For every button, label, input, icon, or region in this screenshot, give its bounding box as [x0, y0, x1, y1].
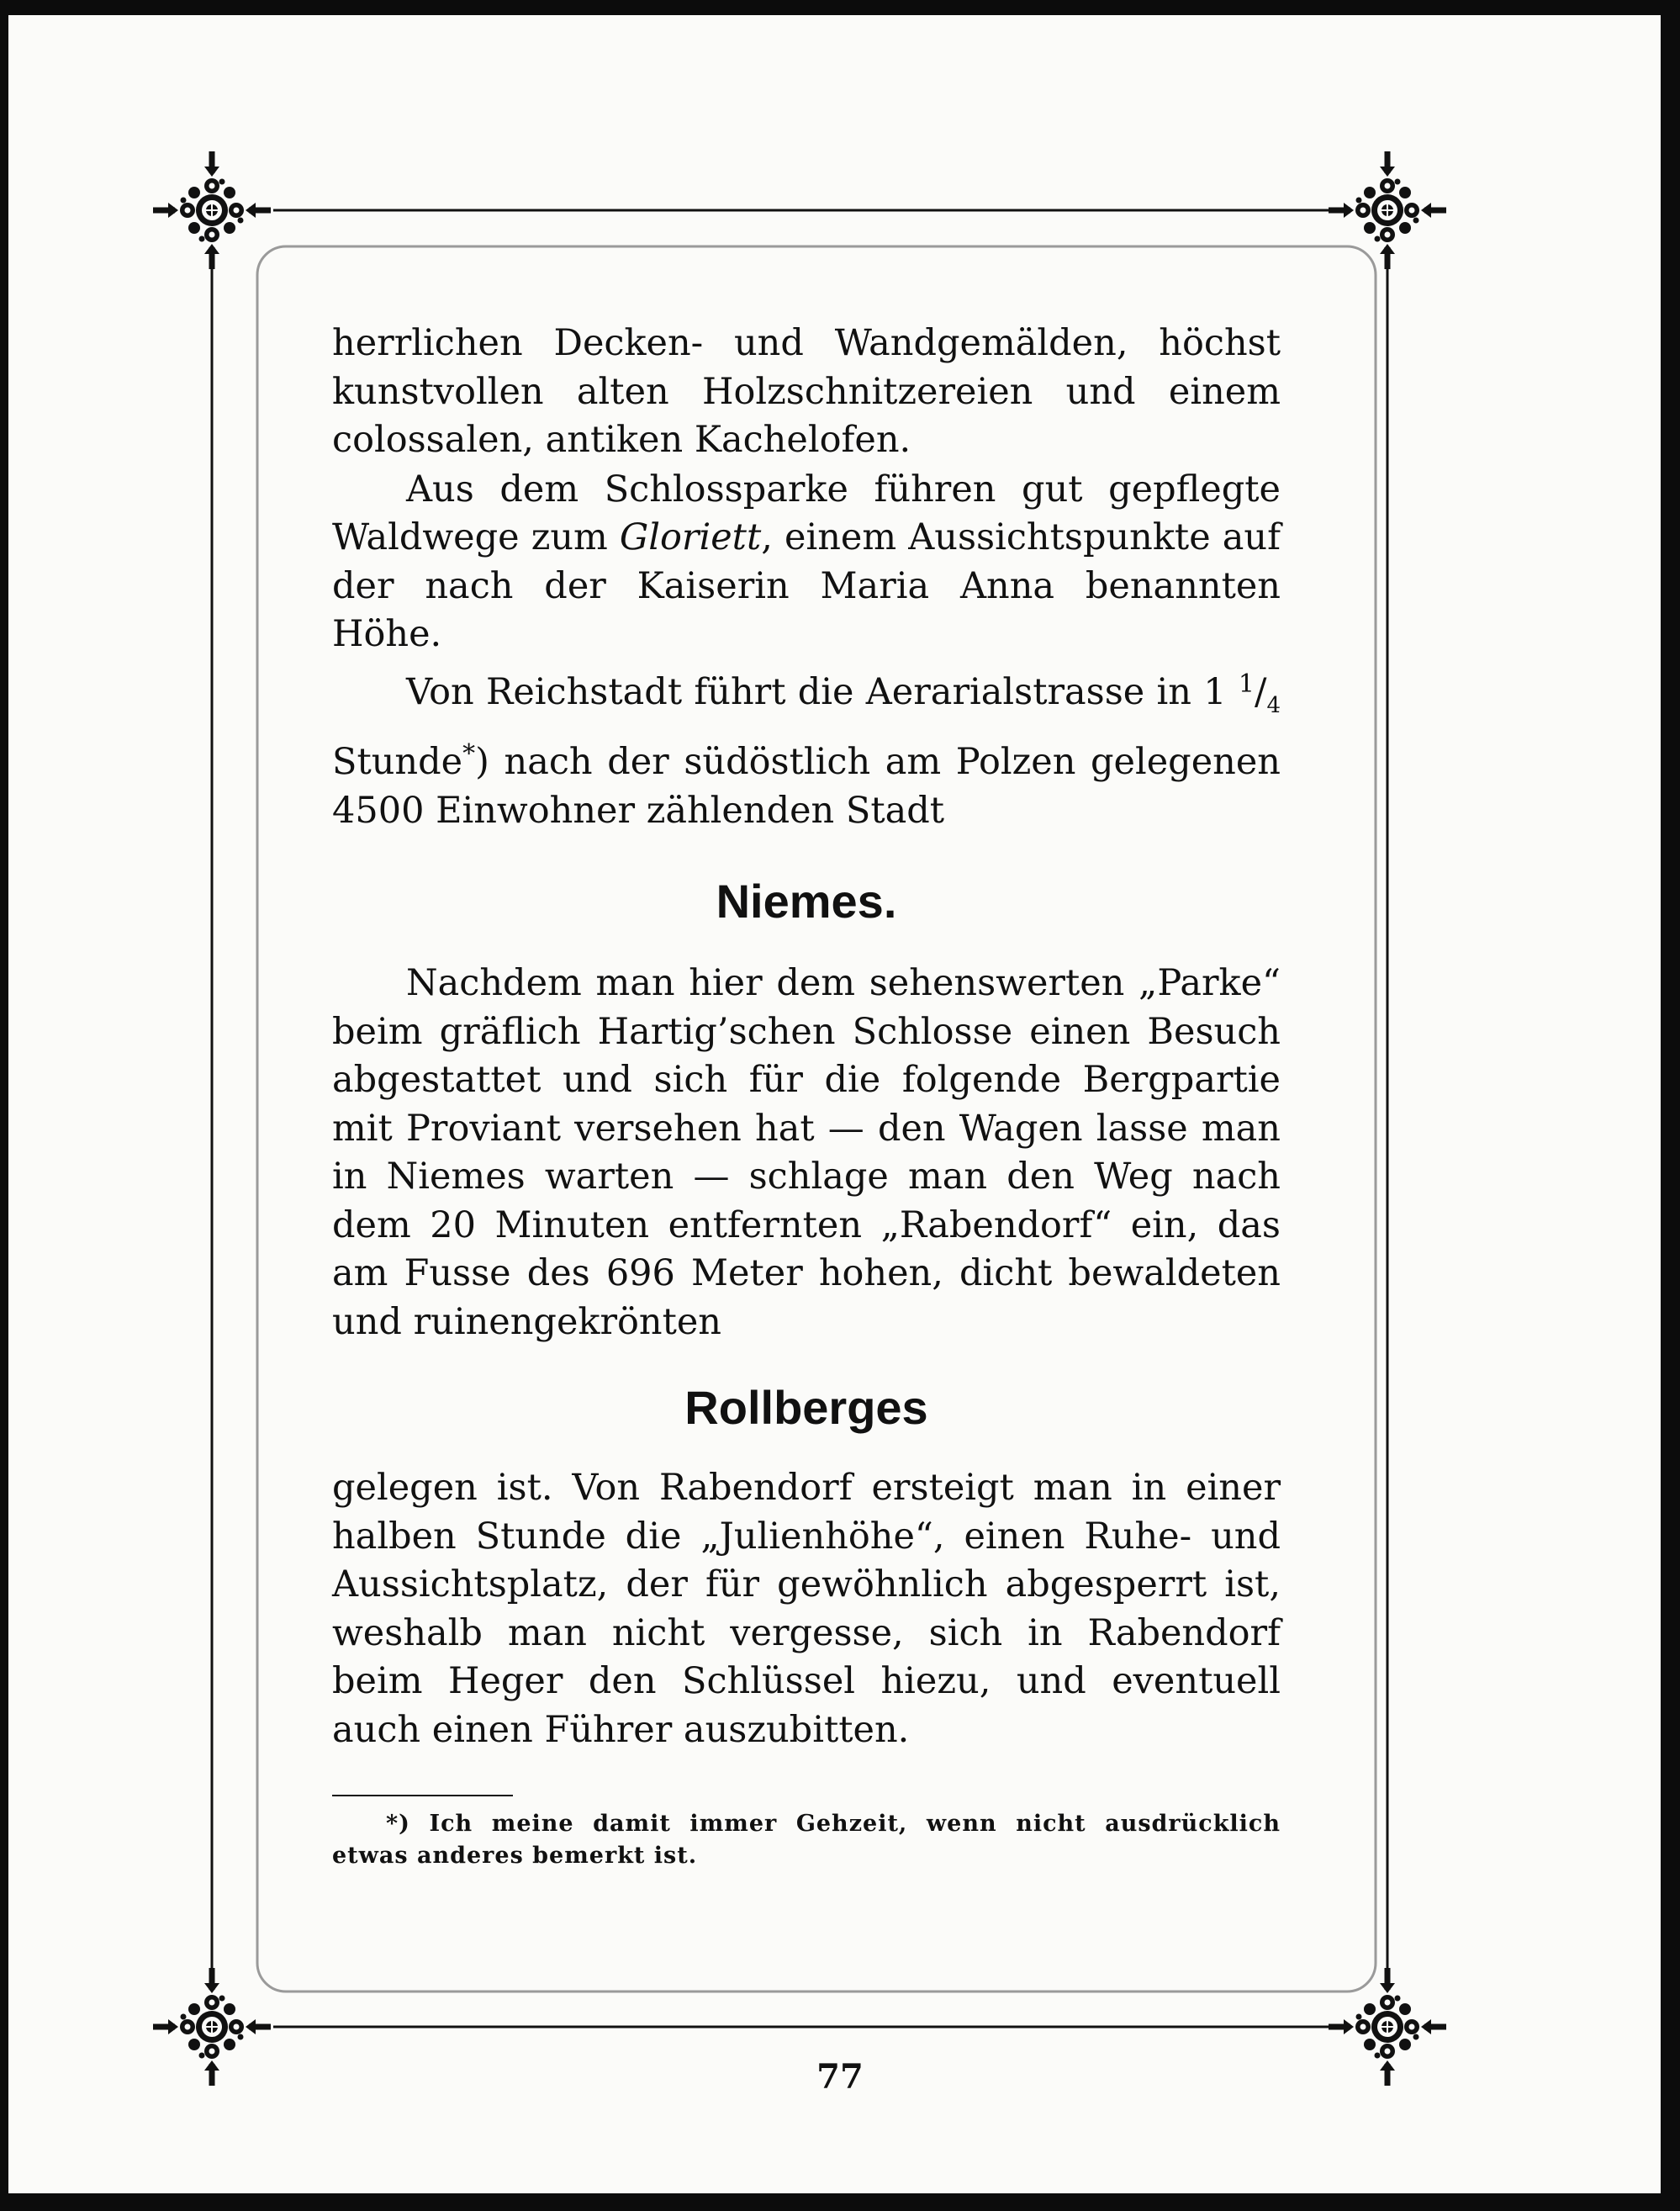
paragraph-3: Von Reichstadt führt die Aerarialstrasse in 1 $^1/_4$ Stunde*) nach der südöstlich am Polzen gelegenen 4500 Einwohner zählenden Stadt [332, 669, 1281, 832]
paragraph-4: Nachdem man hier dem sehenswerten „Parke“ beim gräflich Hartig’schen Schlosse einen Besuch abgestattet und sich für die folgende Bergpartie mit Proviant versehen hat — den Wagen lasse man in Niemes warten — schlage man den Weg nach dem 20 Minuten entfernten „Rabendorf“ ein, das am Fusse des 696 Meter hohen, dicht bewaldeten und ruinengekrönten [332, 962, 1281, 1343]
heading-rollberges: Rollberges [684, 1381, 928, 1434]
heading-niemes: Niemes. [716, 875, 897, 928]
footnote: *) Ich meine damit immer Gehzeit, wenn nicht ausdrücklich etwas anderes bemerkt ist. [332, 1811, 1281, 1869]
paragraph-2: Aus dem Schlossparke führen gut gepflegte Waldwege zum Gloriett, einem Aussichtspunkte auf der nach der Kaiserin Maria Anna benannten Höhe. [332, 468, 1281, 655]
ornamental-cross-icon [1329, 151, 1446, 269]
paragraph-1: herrlichen Decken- und Wandgemälden, höchst kunstvollen alten Holzschnitzereien und einem colossalen, antiken Kachelofen. [332, 322, 1281, 461]
footnote-mark: * [462, 739, 476, 769]
place-name-gloriett: Gloriett [619, 516, 762, 558]
main-text [332, 320, 1281, 1895]
paragraph-5: gelegen ist. Von Rabendorf ersteigt man in einer halben Stunde die „Julienhöhe“, einen Ruhe- und Aussichtsplatz, der für gewöhnlich abgesperrt ist, weshalb man nicht vergesse, sich in Rabendorf beim Heger den Schlüssel hiezu, und eventuell auch einen Führer auszubitten. [332, 1467, 1281, 1751]
ornamental-cross-icon [153, 151, 271, 269]
footnote-divider [332, 1795, 513, 1796]
page-number: 77 [816, 2057, 864, 2097]
